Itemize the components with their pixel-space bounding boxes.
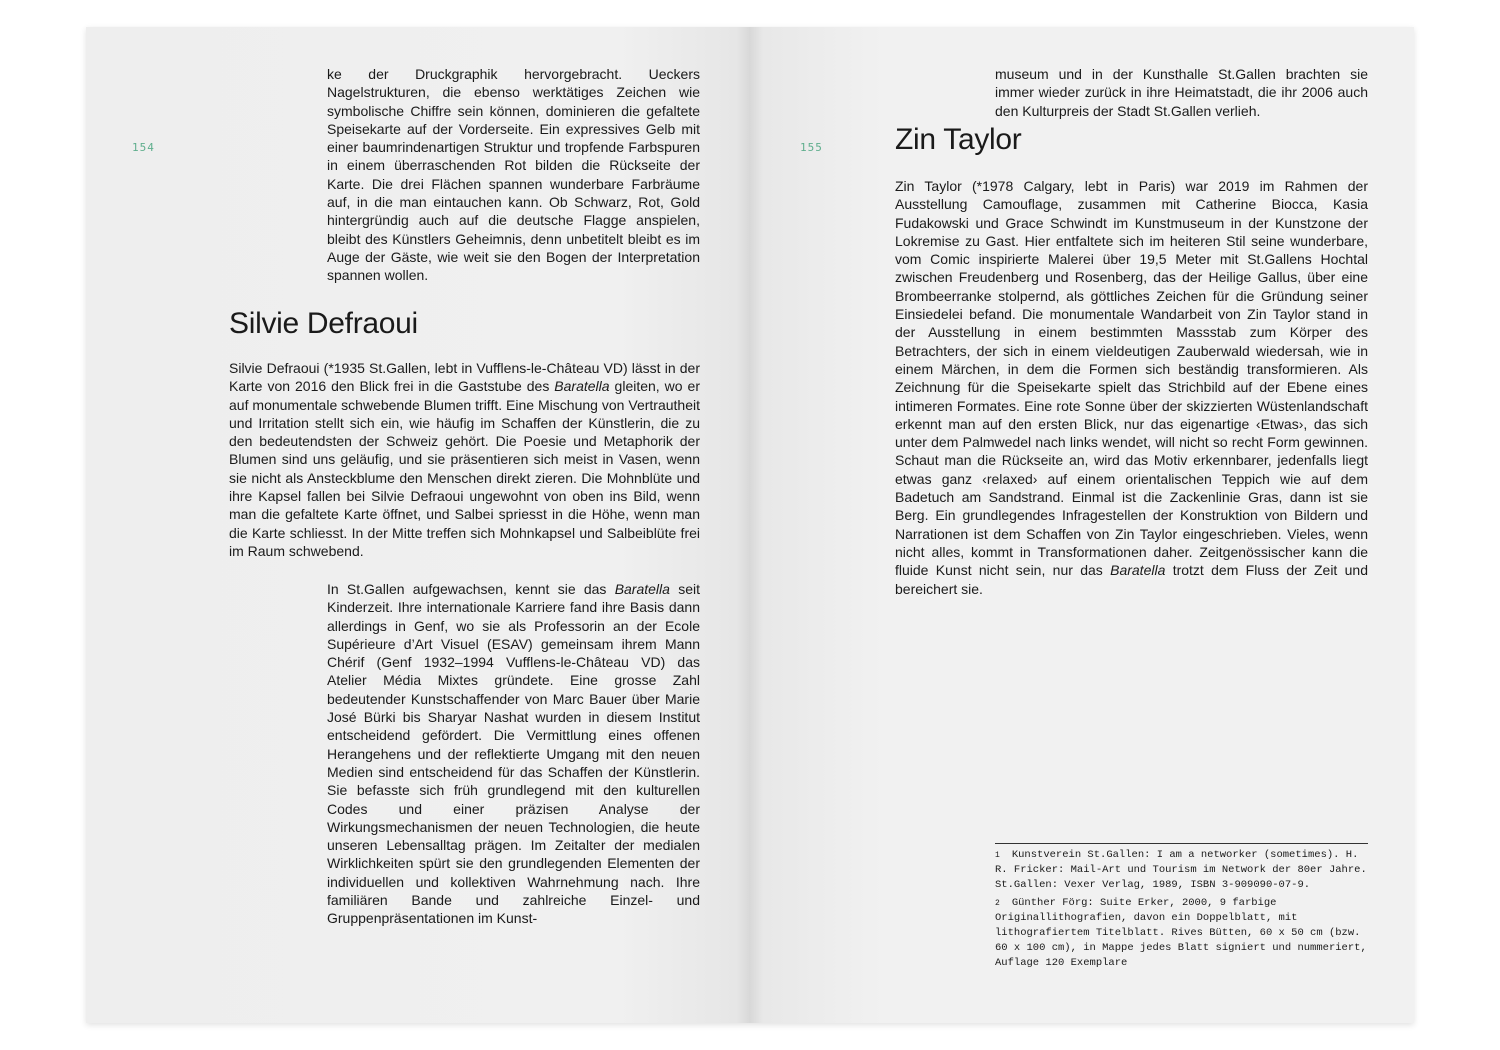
left-page	[86, 27, 750, 1023]
paragraph: In St.Gallen aufgewachsen, kennt sie das Baratella seit Kinderzeit. Ihre internationale Karriere fand ihre Basis dann allerdings in Genf, wo sie als Professorin an der Ecole Supérieure d’Art Visuel (ESAV) gemeinsam ihrem Mann Chérif (Genf 1932–1994 Vufflens-le-Château VD) das Atelier Média Mixtes gründete. Eine grosse Zahl bedeutender Kunstschaffender von Marc Bauer über Marie José Bürki bis Sharyar Nashat wurden in diesem Institut entscheidend gefördert. Die Vermittlung eines offenen Herangehens und der reflektierte Umgang mit den neuen Medien sind entscheidend für das Schaffen der Künstlerin. Sie befasste sich früh grundlegend mit den kulturellen Codes und einer präzisen Analyse der Wirkungsmechanismen der neuen Technologien, die heute unseren Lebensalltag prägen. Im Zeitalter der medialen Wirklichkeiten spürt sie den grundlegenden Elementen der individuellen und kollektiven Wahrnehmung nach. Ihre familiären Bande und zahlreiche Einzel- und Gruppenpräsentationen im Kunst-	[327, 581, 700, 927]
section-body	[895, 177, 1368, 598]
paragraph: Silvie Defraoui (*1935 St.Gallen, lebt in Vufflens-le-Château VD) lässt in der Karte von 2016 den Blick frei in die Gaststube des Baratella gleiten, wo er auf monumentale schwebende Blumen trifft. Eine Mischung von Vertrautheit und Irritation stellt sich ein, wie häufig im Schaffen der Künstlerin, die zu den bedeutendsten der Schweiz gehört. Die Poesie und Metaphorik der Blumen sind uns geläufig, und sie präsentieren sich meist in Vasen, wenn sie nicht als Ansteckblume den Menschen direkt zieren. Die Mohnblüte und ihre Kapsel fallen bei Silvie Defraoui ungewohnt von oben ins Bild, wenn man die gefaltete Karte öffnet, und Salbei spriesst in die Höhe, wenn man die Karte schliesst. In der Mitte treffen sich Mohnkapsel und Salbeiblüte frei im Raum schwebend.	[229, 360, 700, 559]
paragraph: museum und in der Kunsthalle St.Gallen brachten sie immer wieder zurück in ihre Heimatstadt, die ihr 2006 auch den Kulturpreis der Stadt St.Gallen verlieh.	[995, 66, 1368, 119]
footnote: $^1$ Kunstverein St.Gallen: I am a networker (sometimes). H. R. Fricker: Mail-Art und Tourism im Network der 80er Jahre. St.Gallen: Vexer Verlag, 1989, ISBN 3-909090-07-9.	[995, 849, 1367, 892]
page-number: 154	[132, 141, 155, 154]
continuation-paragraph	[327, 65, 700, 285]
page-number: 155	[800, 141, 823, 154]
section-body-indented	[327, 580, 700, 928]
right-page	[750, 27, 1414, 1023]
footnote: $^2$ Günther Förg: Suite Erker, 2000, 9 farbige Originallithografien, davon ein Doppelblatt, mit lithografiertem Titelblatt. Rives Bütten, 60 x 50 cm (bzw. 60 x 100 cm), in Mappe jedes Blatt signiert und nummeriert, Auflage 120 Exemplare	[995, 896, 1367, 970]
book-spread	[86, 27, 1414, 1023]
section-heading: Zin Taylor	[895, 123, 1022, 156]
section-body	[229, 359, 700, 560]
continuation-paragraph	[995, 65, 1368, 120]
paragraph: ke der Druckgraphik hervorgebracht. Ueckers Nagelstrukturen, die ebenso werktätiges Zeichen wie symbolische Chiffre sein können, dominieren die gefaltete Speisekarte auf der Vorderseite. Ein expressives Gelb mit einer baumrindenartigen Struktur und tropfende Farbspuren in einem überraschenden Rot bilden die Rückseite der Karte. Die drei Flächen spannen wunderbare Farbräume auf, in die man eintauchen kann. Ob Schwarz, Rot, Gold hintergründig auch auf die deutsche Flagge anspielen, bleibt des Künstlers Geheimnis, denn unbetitelt bleibt es im Auge der Gäste, wie weit sie den Bogen der Interpretation spannen wollen.	[327, 66, 700, 284]
footnotes	[995, 843, 1368, 974]
section-heading: Silvie Defraoui	[229, 307, 418, 340]
paragraph: Zin Taylor (*1978 Calgary, lebt in Paris) war 2019 im Rahmen der Ausstellung Camouflage, zusammen mit Catherine Biocca, Kasia Fudakowski und Grace Schwindt im Kunstmuseum in der Kunstzone der Lokremise zu Gast. Hier entfaltete sich im heiteren Stil seine wunderbare, vom Comic inspirierte Malerei über 19,5 Meter mit St.Gallens Hochtal zwischen Freudenberg und Rosenberg, das der Heilige Gallus, über eine Brombeerranke stolpernd, als göttliches Zeichen für die Gründung seiner Einsiedelei befand. Die monumentale Wandarbeit von Zin Taylor stand in der Ausstellung in einem bestimmten Massstab zum Körper des Betrachters, der sich in einem vieldeutigen Zauberwald wiedersah, wie in einem Märchen, in dem die Formen sich beständig transformieren. Als Zeichnung für die Speisekarte spielt das Strichbild auf der Ebene eines intimeren Formates. Eine rote Sonne über der skizzierten Wüstenlandschaft erkennt man auf den ersten Blick, nur das eigenartige ‹Etwas›, das sich unter dem Palmwedel nach links wendet, will nicht so recht Form gewinnen. Schaut man die Rückseite an, wird das Motiv erkennbarer, jedenfalls liegt etwas ganz ‹relaxed› auf einem orientalischen Teppich wie auf dem Badetuch am Sandstrand. Einmal ist die Zackenlinie Gras, dann ist sie Berg. Ein grundlegendes Infragestellen der Konstruktion von Bildern und Narrationen ist dem Schaffen von Zin Taylor eingeschrieben. Vieles, wenn nicht alles, kommt in Transformationen daher. Zeitgenössischer kann die fluide Kunst nicht sein, nur das Baratella trotzt dem Fluss der Zeit und bereichert sie.	[895, 178, 1368, 597]
